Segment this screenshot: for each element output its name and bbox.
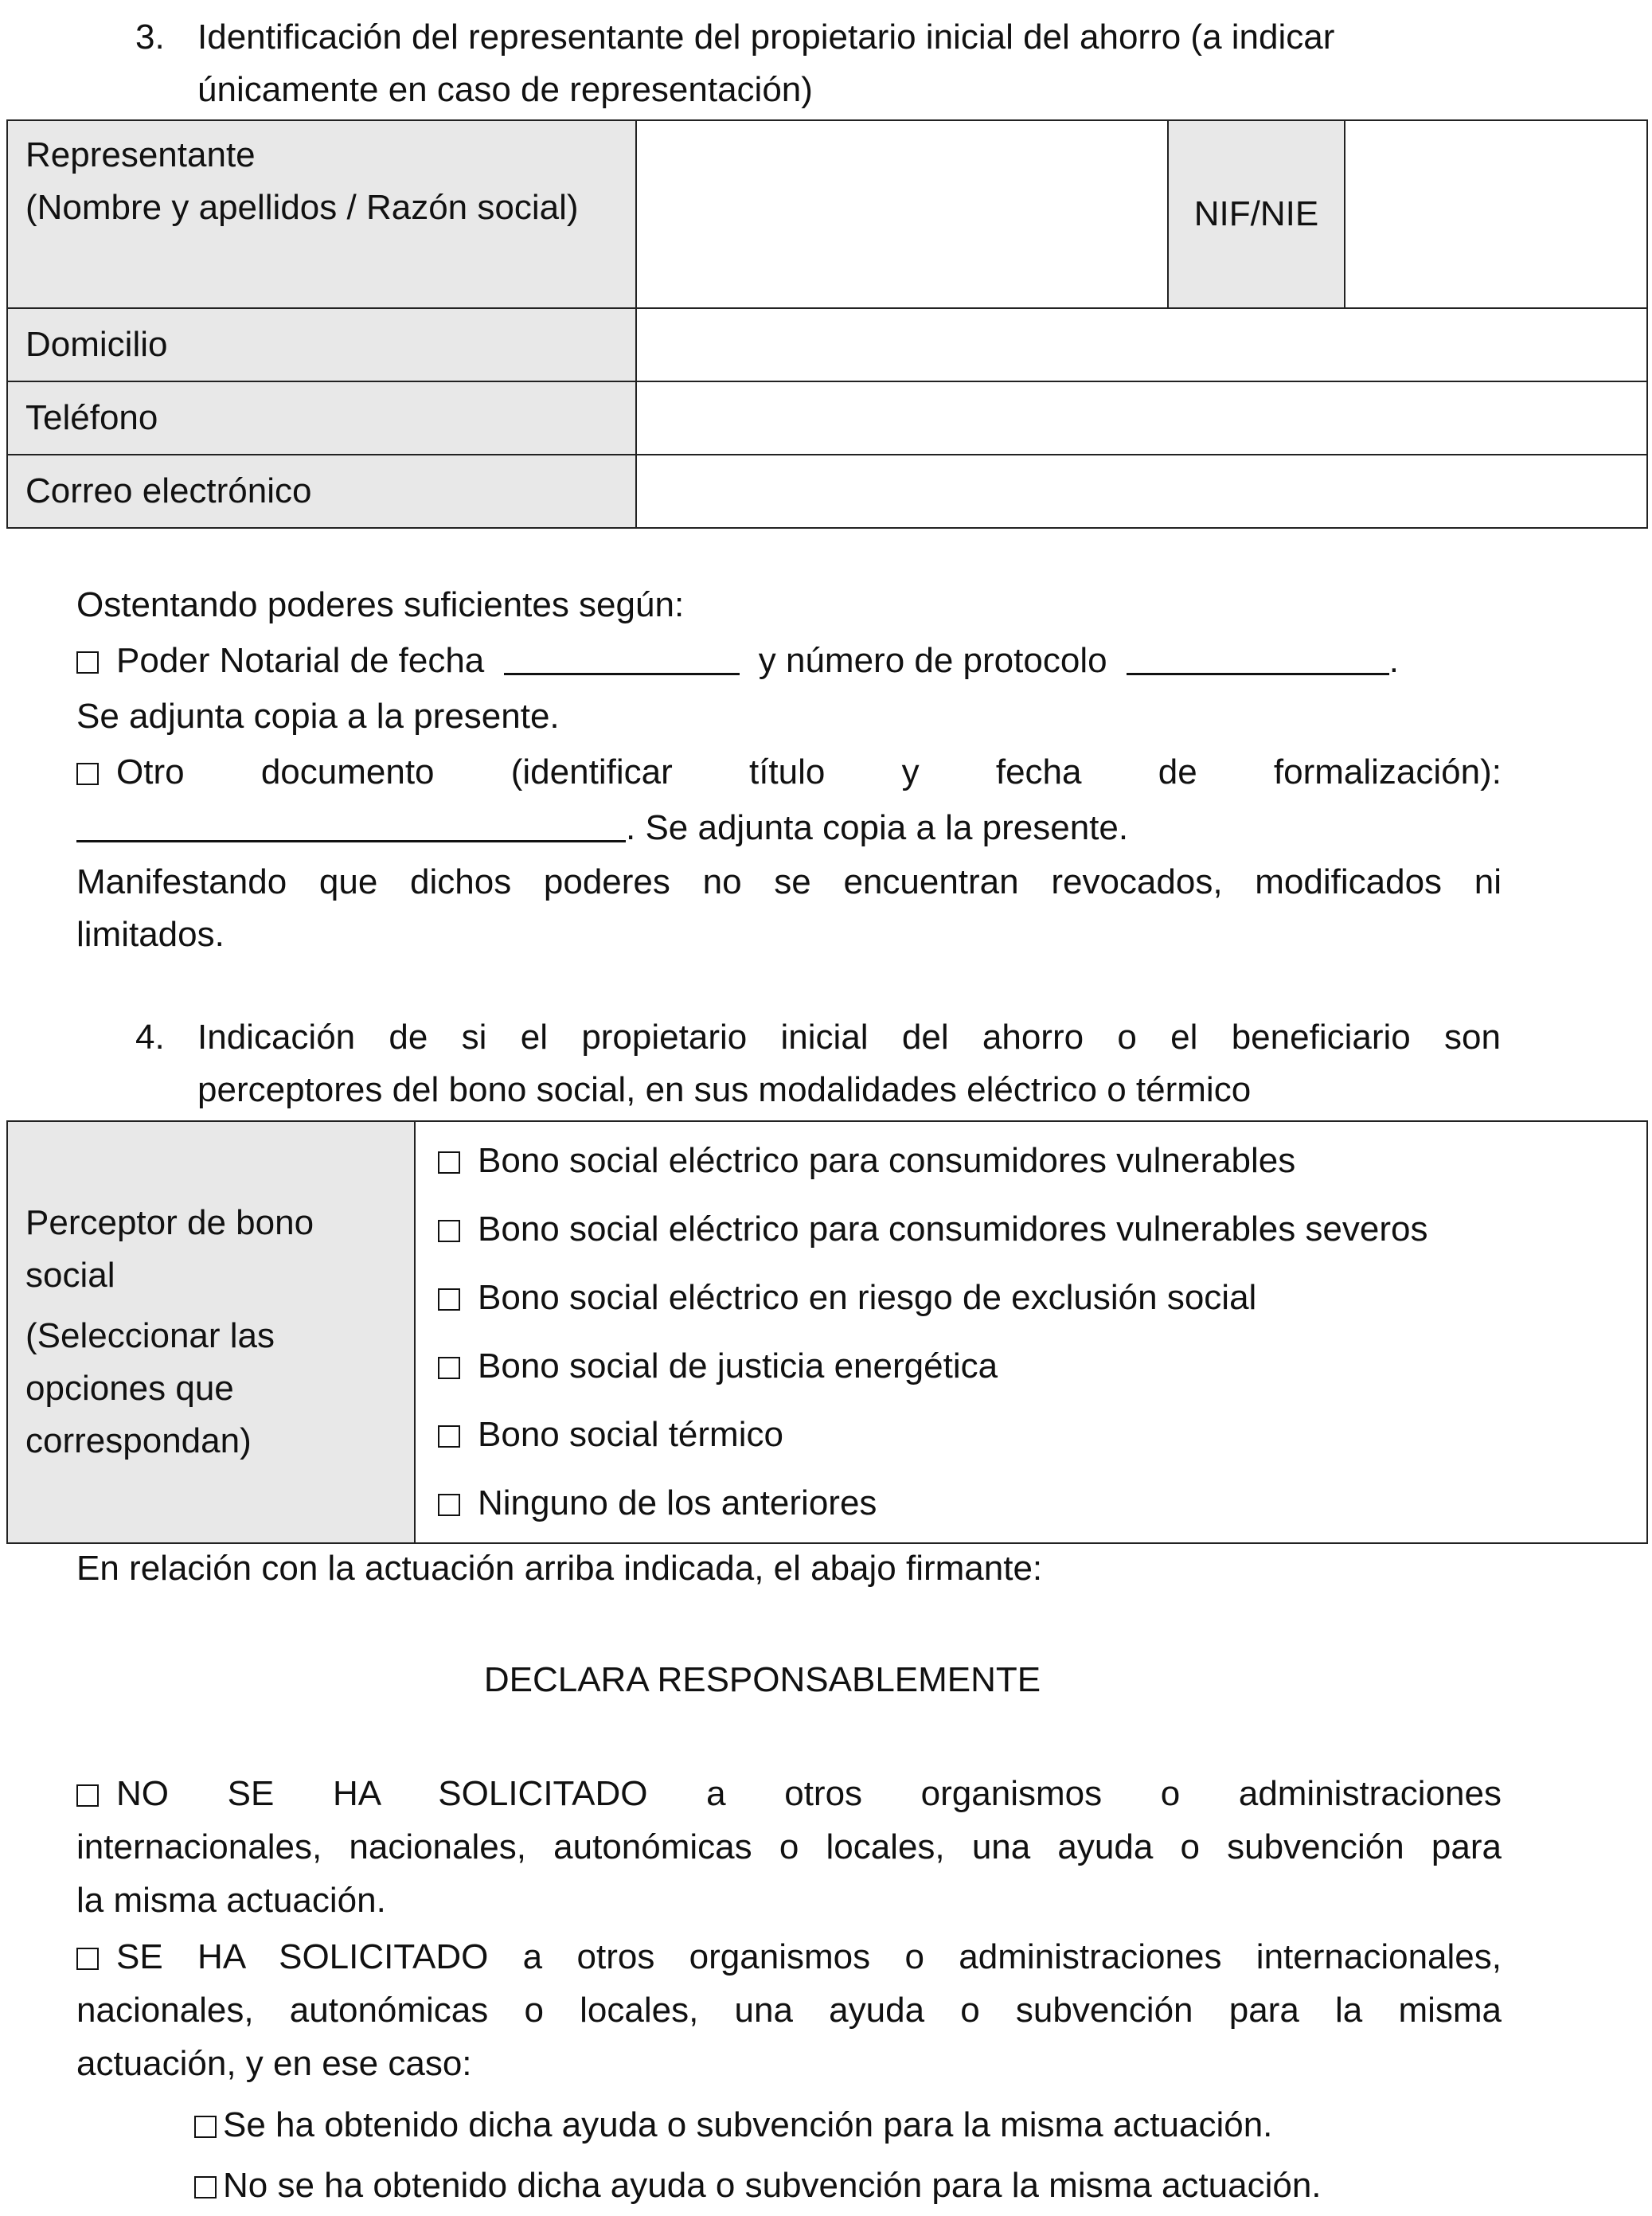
poderes-closing-line: Manifestando que dichos poderes no se encuentran revocados, modificados ni — [76, 862, 1502, 901]
si-solicitado-line: nacionales, autonómicas o locales, una ayuda o subvención para la misma — [76, 1991, 1502, 2030]
bono-option[interactable]: Bono social eléctrico para consumidores vulnerables — [438, 1127, 1624, 1195]
nif-input[interactable] — [1345, 120, 1647, 308]
protocolo-blank[interactable] — [1127, 639, 1389, 675]
checkbox-obtenido[interactable] — [194, 2116, 217, 2138]
checkbox[interactable] — [438, 1288, 460, 1311]
no-solicitado-line: la misma actuación. — [76, 1881, 386, 1920]
no-solicitado-line: internacionales, nacionales, autonómicas o locales, una ayuda o subvención para — [76, 1827, 1502, 1866]
representante-label: Representante (Nombre y apellidos / Razón social) — [7, 120, 636, 308]
correo-label: Correo electrónico — [7, 455, 636, 528]
declaration-heading: DECLARA RESPONSABLEMENTE — [483, 1660, 1041, 1699]
checkbox[interactable] — [438, 1357, 460, 1379]
poderes-block — [76, 577, 1502, 961]
obtenido-row: Se ha obtenido dicha ayuda o subvención para la misma actuación. — [76, 2095, 1502, 2155]
section-number: 3. — [135, 18, 165, 57]
section-4-heading — [135, 1011, 1501, 1116]
section-title-line: Indicación de si el propietario inicial del ahorro o el beneficiario son — [197, 1018, 1501, 1057]
otro-documento-blank[interactable] — [76, 807, 626, 842]
checkbox-no-obtenido[interactable] — [194, 2176, 217, 2198]
checkbox[interactable] — [438, 1220, 460, 1242]
representante-input[interactable] — [636, 120, 1168, 308]
bono-option[interactable]: Ninguno de los anteriores — [438, 1469, 1624, 1538]
checkbox[interactable] — [438, 1151, 460, 1174]
representative-table — [6, 119, 1648, 529]
poderes-intro: Ostentando poderes suficientes según: — [76, 585, 685, 624]
checkbox-otro-documento[interactable] — [76, 763, 99, 785]
checkbox-si-solicitado[interactable] — [76, 1948, 99, 1970]
telefono-input[interactable] — [636, 381, 1647, 455]
poder-notarial-row: Poder Notarial de fecha y número de protocolo . — [76, 633, 1502, 689]
nif-label: NIF/NIE — [1168, 120, 1345, 308]
bono-social-table — [6, 1120, 1648, 1544]
section-title-line: perceptores del bono social, en sus modalidades eléctrico o térmico — [197, 1070, 1252, 1109]
bono-option[interactable]: Bono social eléctrico en riesgo de exclusión social — [438, 1264, 1624, 1332]
checkbox-poder-notarial[interactable] — [76, 651, 99, 674]
bono-option[interactable]: Bono social eléctrico para consumidores vulnerables severos — [438, 1195, 1624, 1264]
poder-notarial-attach: Se adjunta copia a la presente. — [76, 697, 560, 736]
no-solicitado-row: NO SE HA SOLICITADO a otros organismos o administraciones — [76, 1767, 1502, 1820]
si-solicitado-row: SE HA SOLICITADO a otros organismos o administraciones internacionales, — [76, 1930, 1502, 1983]
correo-input[interactable] — [636, 455, 1647, 528]
poderes-closing-line: limitados. — [76, 915, 225, 954]
declaration-intro: En relación con la actuación arriba indicada, el abajo firmante: — [76, 1549, 1043, 1588]
domicilio-label: Domicilio — [7, 308, 636, 381]
bono-option[interactable]: Bono social de justicia energética — [438, 1332, 1624, 1401]
bono-option[interactable]: Bono social térmico — [438, 1401, 1624, 1469]
domicilio-input[interactable] — [636, 308, 1647, 381]
telefono-label: Teléfono — [7, 381, 636, 455]
otro-documento-attach-row: . Se adjunta copia a la presente. — [76, 800, 1502, 856]
checkbox-no-solicitado[interactable] — [76, 1784, 99, 1807]
bono-social-options — [415, 1121, 1647, 1543]
section-title-line: únicamente en caso de representación) — [197, 70, 813, 109]
si-solicitado-line: actuación, y en ese caso: — [76, 2044, 472, 2083]
section-number: 4. — [135, 1018, 165, 1057]
fecha-blank[interactable] — [504, 639, 740, 675]
otro-documento-row: Otro documento (identificar título y fecha de formalización): — [76, 745, 1502, 800]
checkbox[interactable] — [438, 1494, 460, 1516]
checkbox[interactable] — [438, 1425, 460, 1448]
section-3-heading — [135, 11, 1501, 116]
bono-social-label: Perceptor de bono social (Seleccionar las opciones que correspondan) — [7, 1121, 415, 1543]
declaration-block — [76, 1767, 1502, 2216]
no-obtenido-row: No se ha obtenido dicha ayuda o subvención para la misma actuación. — [76, 2155, 1502, 2216]
section-title-line: Identificación del representante del propietario inicial del ahorro (a indicar — [197, 18, 1335, 57]
